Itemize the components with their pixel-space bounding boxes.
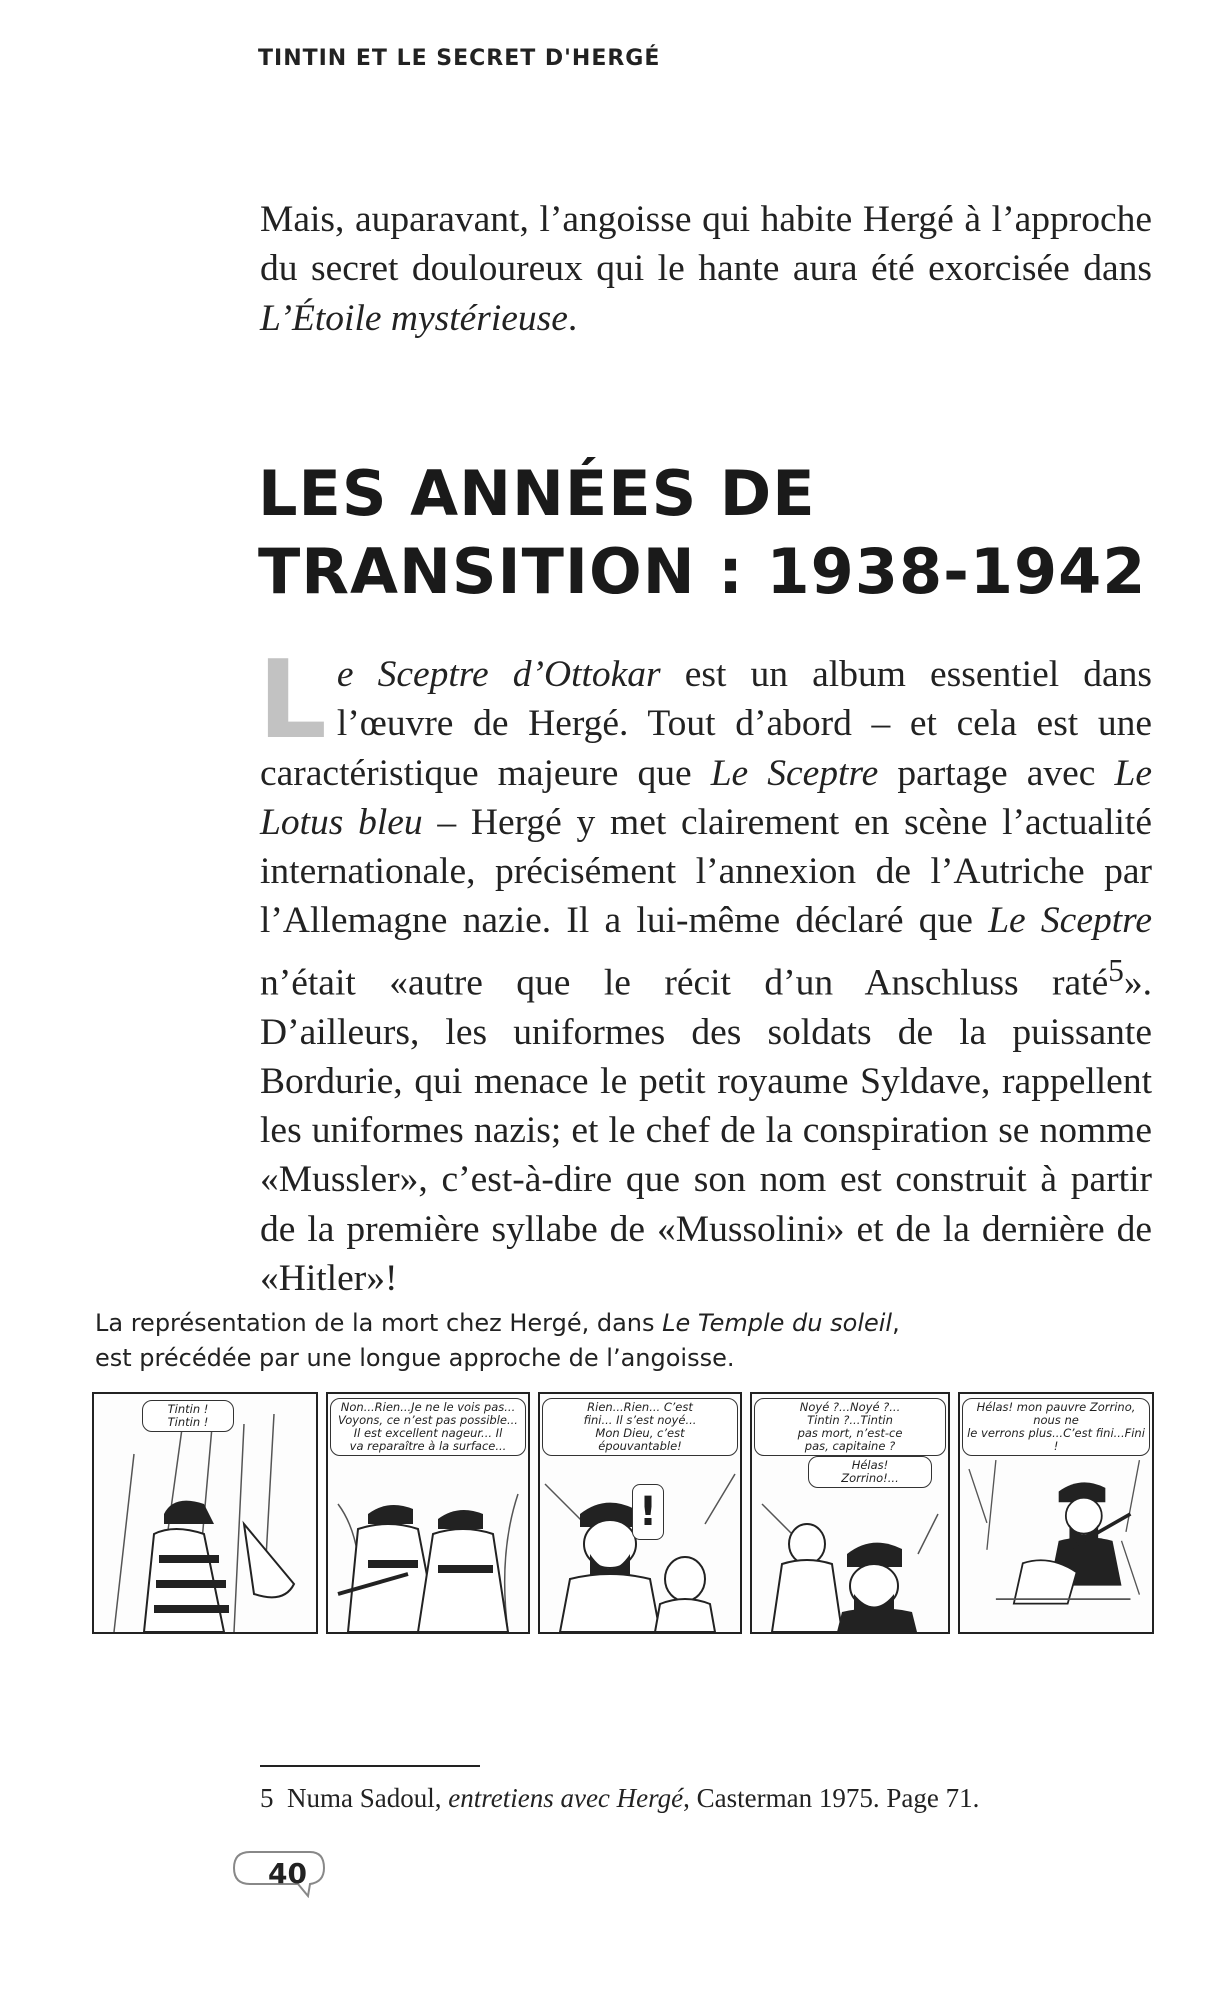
caption-comma: , xyxy=(892,1309,900,1337)
running-head: TINTIN ET LE SECRET D'HERGÉ xyxy=(258,46,661,71)
speech-bubble: Non...Rien...Je ne le vois pas... Voyons, ce n’est pas possible... Il est excellent nageur... Il va reparaître à la surface... xyxy=(330,1398,526,1456)
comic-panel-2 xyxy=(326,1392,530,1634)
main-text-1: est un album essentiel dans l’œuvre de Hergé. Tout d’abord – et cela est une caractéristique majeure que xyxy=(260,654,1152,794)
footnote-rule xyxy=(260,1765,480,1767)
speech-bubble-2: Hélas! Zorrino!... xyxy=(808,1456,932,1488)
footnote-rest: , Casterman 1975. Page 71. xyxy=(683,1783,980,1813)
section-title-line1: LES ANNÉES DE xyxy=(258,457,816,530)
main-text-3: – Hergé y met clairement en scène l’actualité internationale, précisément l’annexion de l’Autriche par l’Allemagne nazie. Il a lui-même déclaré que xyxy=(260,801,1152,942)
section-title xyxy=(258,455,1158,611)
section-title-line2: TRANSITION : 1938-1942 xyxy=(258,535,1147,608)
figure-caption xyxy=(95,1306,1155,1376)
footnote-title: entretiens avec Hergé xyxy=(448,1783,684,1813)
drop-cap: L xyxy=(258,638,327,763)
intro-paragraph xyxy=(260,195,1152,343)
speech-bubble: Hélas! mon pauvre Zorrino, nous ne le verrons plus...C’est fini...Fini ! xyxy=(962,1398,1150,1456)
speech-bubble: Tintin ! Tintin ! xyxy=(142,1400,234,1432)
title-ref-4: Le Sceptre xyxy=(988,900,1152,942)
intro-text: Mais, auparavant, l’angoisse qui habite Hergé à l’approche du secret douloureux qui le hante aura été exorcisée dans xyxy=(260,199,1152,290)
footnote-number: 5 xyxy=(260,1783,274,1813)
title-ref-1: e Sceptre d’Ottokar xyxy=(336,654,661,695)
intro-end: . xyxy=(567,297,578,339)
speech-bubble: Noyé ?...Noyé ?... Tintin ?...Tintin pas mort, n’est-ce pas, capitaine ? xyxy=(754,1398,946,1456)
title-ref-3: Le Lotus bleu xyxy=(260,752,1152,843)
caption-line2: est précédée par une longue approche de l’angoisse. xyxy=(95,1344,735,1372)
comic-panel-4 xyxy=(750,1392,950,1634)
speech-bubble: Rien...Rien... C’est fini... Il s’est noyé... Mon Dieu, c’est épouvantable! xyxy=(542,1398,738,1456)
comic-strip xyxy=(92,1392,1154,1634)
intro-title: L’Étoile mystérieuse xyxy=(260,297,568,339)
main-text-2: partage avec xyxy=(878,752,1115,794)
comic-panel-3 xyxy=(538,1392,742,1634)
comic-panel-1 xyxy=(92,1392,318,1634)
footnote xyxy=(260,1780,1160,1816)
page-number: 40 xyxy=(268,1857,307,1890)
title-ref-2: Le Sceptre xyxy=(710,752,879,794)
caption-text: La représentation de la mort chez Hergé, dans xyxy=(95,1309,663,1337)
main-paragraph xyxy=(258,638,1152,1303)
caption-title: Le Temple du soleil xyxy=(662,1309,893,1337)
main-text-4: n’était «autre que le récit d’un Anschluss raté xyxy=(260,962,1109,1004)
comic-panel-5 xyxy=(958,1392,1154,1634)
footnote-author: Numa Sadoul, xyxy=(287,1783,449,1813)
main-text-5: ». D’ailleurs, les uniformes des soldats de la puissante Bordurie, qui menace le petit royaume Syldave, rappellent les uniformes nazis; et le chef de la conspiration se nomme «Mussler», c’est-à-dire que son nom est construit à partir de la première syllabe de «Mussolini» et de la dernière de «Hitler»! xyxy=(260,962,1152,1300)
page-number-badge xyxy=(228,1848,332,1898)
footnote-ref[interactable]: 5 xyxy=(1108,952,1124,988)
exclamation-bubble: ! xyxy=(632,1484,664,1540)
